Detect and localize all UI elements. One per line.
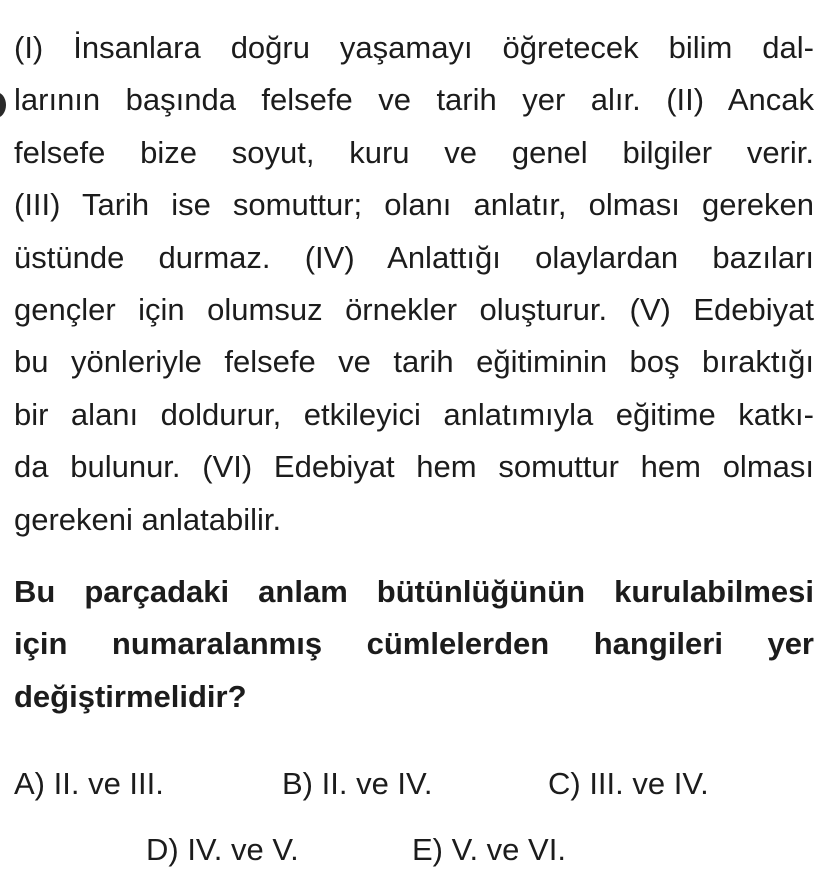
answer-option-c[interactable]: C) III. ve IV. [548, 766, 709, 801]
question-line: için numaralanmış cümlelerden hangileri yer [14, 626, 814, 662]
passage-line: gençler için olumsuz örnekler oluşturur. (V) Edebiyat [14, 291, 814, 327]
passage-line: (I) İnsanlara doğru yaşamayı öğretecek bilim dal- [14, 30, 814, 65]
passage-line: felsefe bize soyut, kuru ve genel bilgiler verir. [14, 134, 814, 170]
page-edge-mark [0, 92, 6, 118]
passage-line: da bulunur. (VI) Edebiyat hem somuttur hem olması [14, 449, 814, 485]
passage-line: larının başında felsefe ve tarih yer alır. (II) Ancak [14, 82, 814, 118]
answer-option-a[interactable]: A) II. ve III. [14, 766, 164, 801]
passage-line: bu yönleriyle felsefe ve tarih eğitiminin boş bıraktığı [14, 344, 814, 380]
question-line: değiştirmelidir? [14, 678, 247, 714]
question-line: Bu parçadaki anlam bütünlüğünün kurulabilmesi [14, 574, 814, 609]
passage-line: üstünde durmaz. (IV) Anlattığı olaylardan bazıları [14, 239, 814, 275]
passage-text [14, 22, 814, 546]
answer-option-b[interactable]: B) II. ve IV. [282, 766, 433, 801]
question-stem [14, 566, 814, 723]
passage-line: gerekeni anlatabilir. [14, 501, 282, 537]
passage-line: (III) Tarih ise somuttur; olanı anlatır, olması gereken [14, 187, 814, 223]
answer-option-e[interactable]: E) V. ve VI. [412, 832, 566, 867]
answer-option-d[interactable]: D) IV. ve V. [146, 832, 299, 867]
passage-line: bir alanı doldurur, etkileyici anlatımıyla eğitime katkı- [14, 396, 814, 432]
